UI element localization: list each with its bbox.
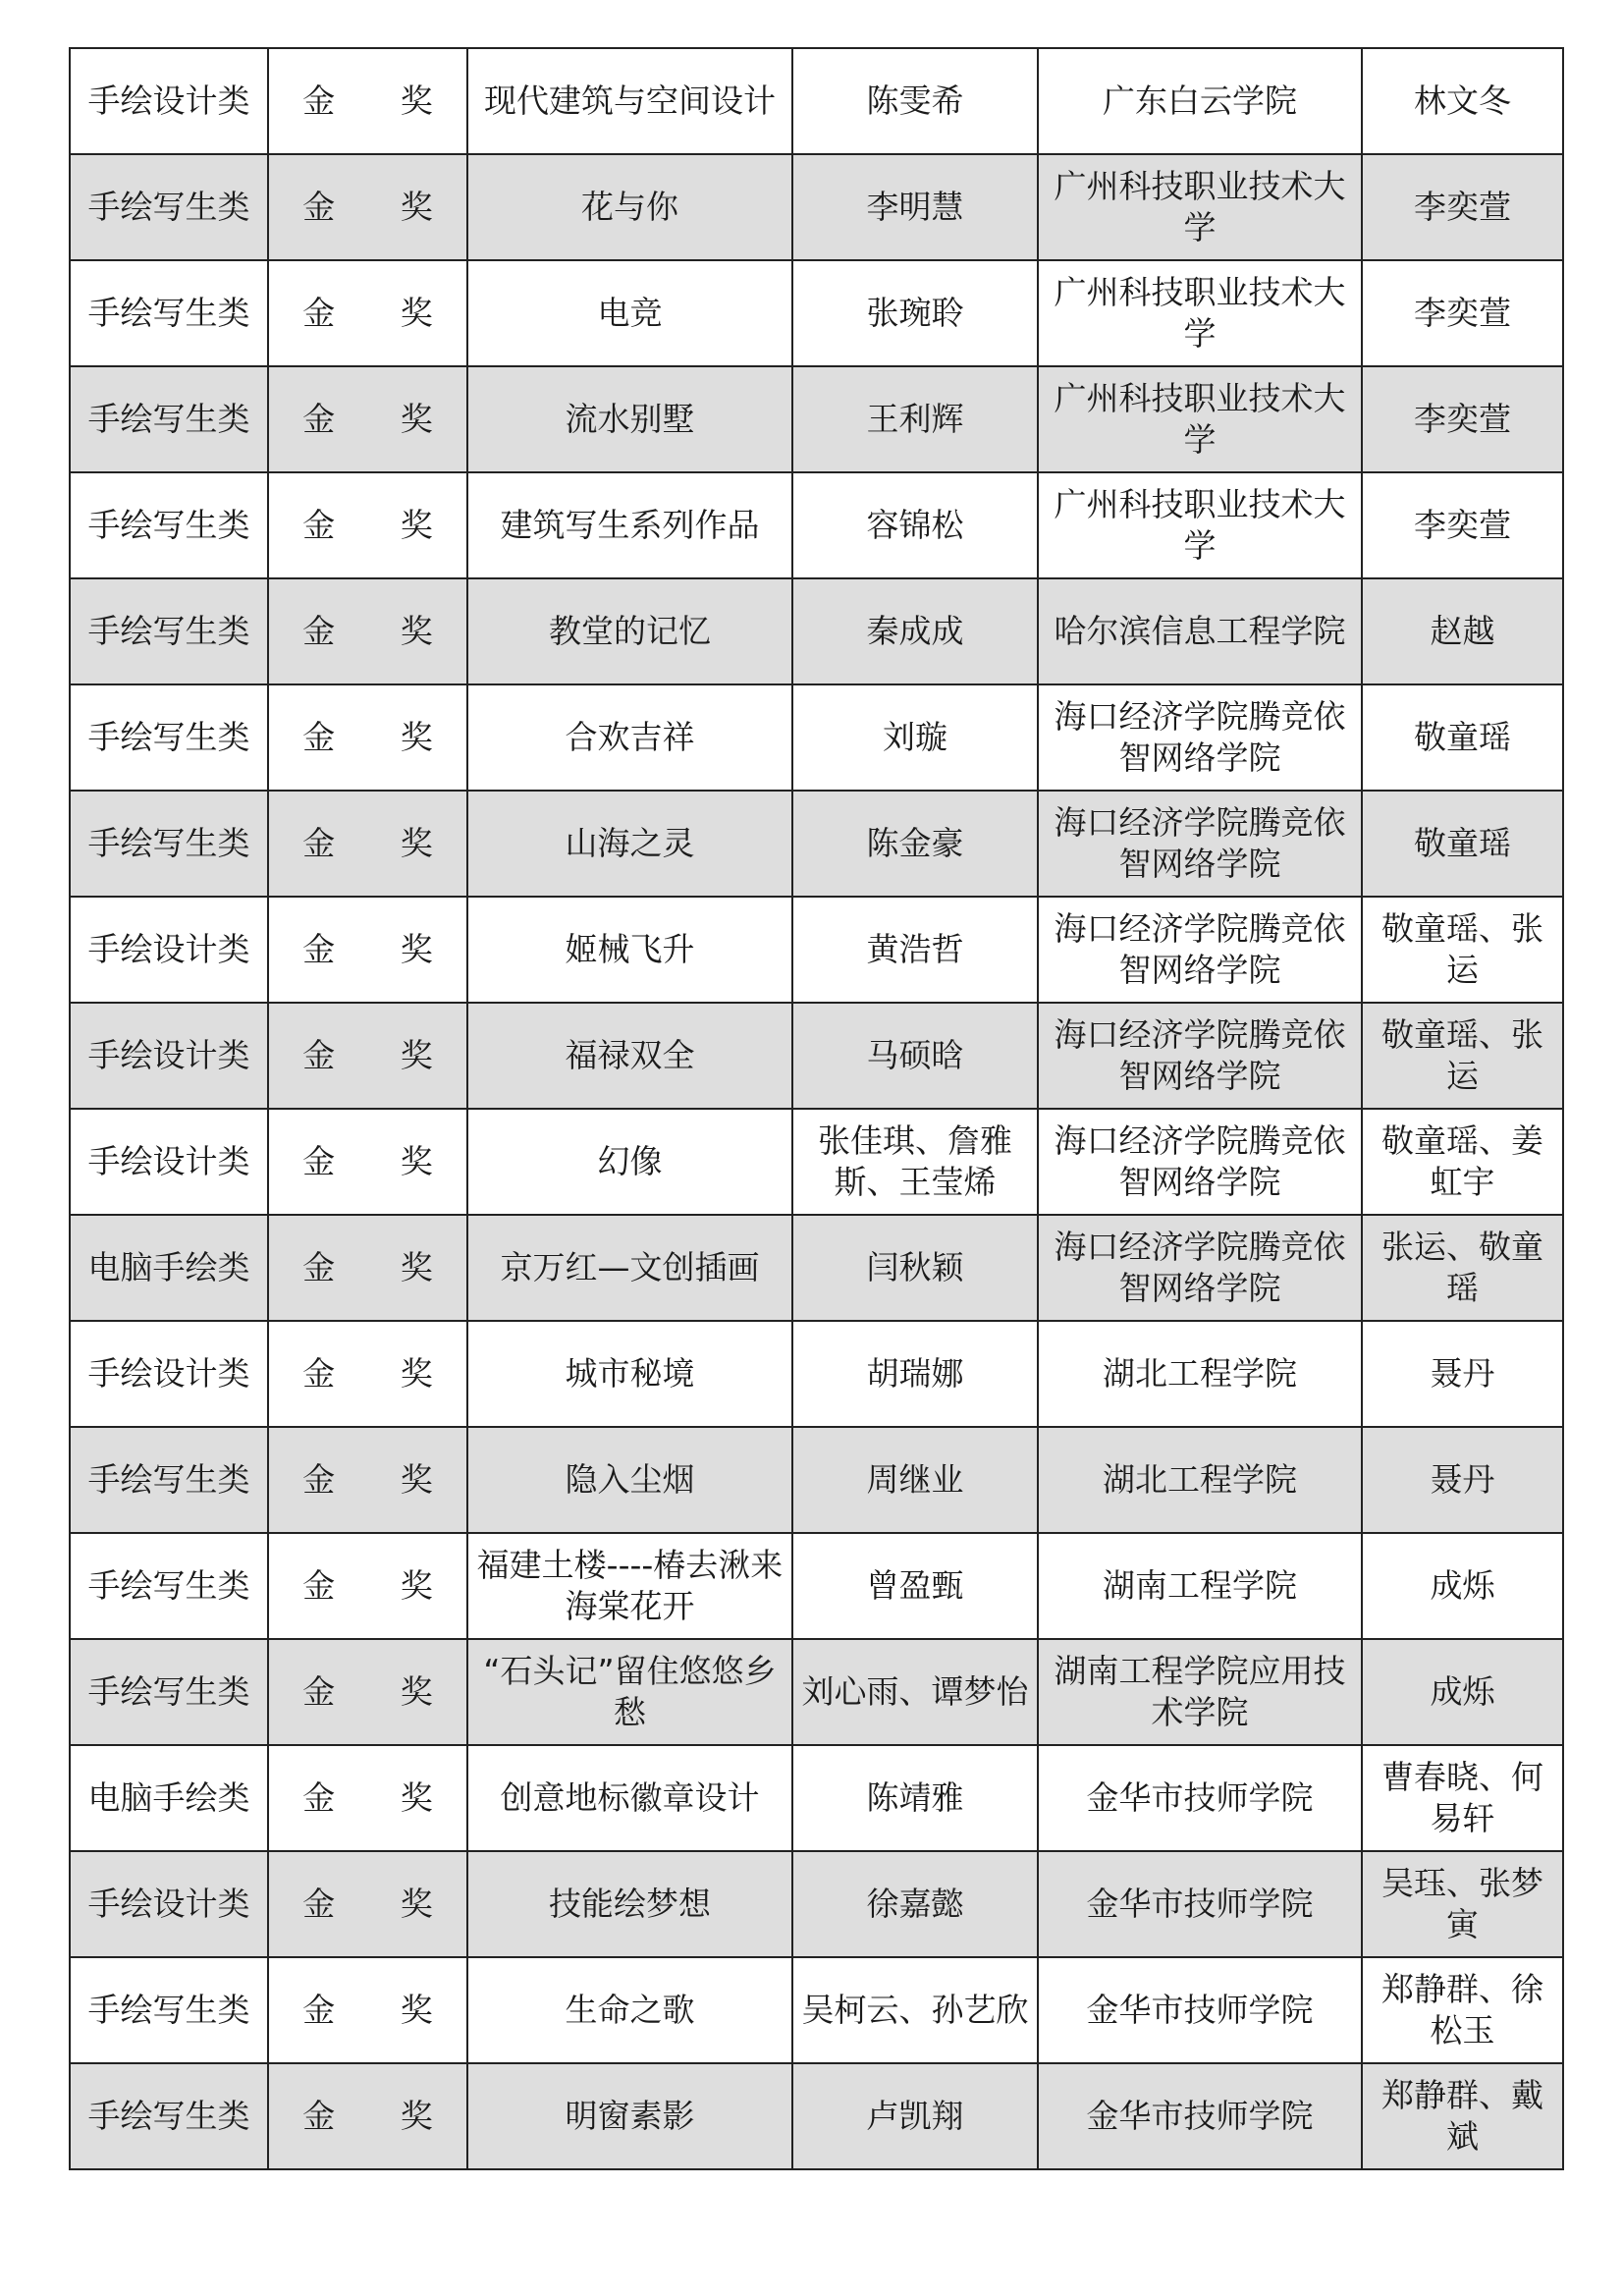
work-title-cell: 现代建筑与空间设计 [467,48,792,154]
category-cell: 手绘设计类 [70,1851,268,1957]
award-cell: 金 奖 [268,897,467,1003]
category-cell: 手绘设计类 [70,1003,268,1109]
table-row [70,684,1563,791]
award-cell: 金 奖 [268,1321,467,1427]
category-cell: 手绘写生类 [70,2063,268,2169]
award-cell: 金 奖 [268,1745,467,1851]
award-cell: 金 奖 [268,1957,467,2063]
work-title-cell: 京万红—文创插画 [467,1215,792,1321]
author-cell: 张佳琪、詹雅斯、王莹烯 [792,1109,1038,1215]
awards-table [69,47,1564,2170]
school-cell: 广州科技职业技术大学 [1038,472,1362,578]
teacher-cell: 聂丹 [1362,1427,1563,1533]
award-cell: 金 奖 [268,2063,467,2169]
category-cell: 手绘写生类 [70,154,268,260]
category-cell: 手绘写生类 [70,472,268,578]
teacher-cell: 李奕萱 [1362,260,1563,366]
award-cell: 金 奖 [268,472,467,578]
award-cell: 金 奖 [268,366,467,472]
author-cell: 胡瑞娜 [792,1321,1038,1427]
author-cell: 周继业 [792,1427,1038,1533]
work-title-cell: 合欢吉祥 [467,684,792,791]
work-title-cell: 花与你 [467,154,792,260]
teacher-cell: 成烁 [1362,1639,1563,1745]
teacher-cell: 郑静群、徐松玉 [1362,1957,1563,2063]
category-cell: 手绘设计类 [70,48,268,154]
school-cell: 广东白云学院 [1038,48,1362,154]
category-cell: 手绘写生类 [70,684,268,791]
awards-table-body [70,48,1563,2169]
school-cell: 海口经济学院腾竞依智网络学院 [1038,1109,1362,1215]
school-cell: 湖南工程学院应用技术学院 [1038,1639,1362,1745]
category-cell: 手绘写生类 [70,1957,268,2063]
author-cell: 闫秋颖 [792,1215,1038,1321]
award-cell: 金 奖 [268,684,467,791]
work-title-cell: 建筑写生系列作品 [467,472,792,578]
school-cell: 海口经济学院腾竞依智网络学院 [1038,684,1362,791]
school-cell: 湖北工程学院 [1038,1321,1362,1427]
author-cell: 陈金豪 [792,791,1038,897]
work-title-cell: 隐入尘烟 [467,1427,792,1533]
table-row [70,2063,1563,2169]
category-cell: 手绘设计类 [70,1321,268,1427]
author-cell: 吴柯云、孙艺欣 [792,1957,1038,2063]
school-cell: 湖北工程学院 [1038,1427,1362,1533]
table-row [70,1003,1563,1109]
work-title-cell: 技能绘梦想 [467,1851,792,1957]
work-title-cell: 电竞 [467,260,792,366]
work-title-cell: “石头记”留住悠悠乡愁 [467,1639,792,1745]
teacher-cell: 敬童瑶 [1362,684,1563,791]
school-cell: 广州科技职业技术大学 [1038,366,1362,472]
school-cell: 广州科技职业技术大学 [1038,154,1362,260]
award-cell: 金 奖 [268,1533,467,1639]
award-cell: 金 奖 [268,154,467,260]
work-title-cell: 教堂的记忆 [467,578,792,684]
table-row [70,1957,1563,2063]
teacher-cell: 吴珏、张梦寅 [1362,1851,1563,1957]
table-row [70,1427,1563,1533]
category-cell: 手绘设计类 [70,897,268,1003]
teacher-cell: 李奕萱 [1362,366,1563,472]
table-row [70,1215,1563,1321]
table-row [70,48,1563,154]
school-cell: 金华市技师学院 [1038,1745,1362,1851]
teacher-cell: 李奕萱 [1362,472,1563,578]
category-cell: 电脑手绘类 [70,1745,268,1851]
table-row [70,1321,1563,1427]
work-title-cell: 山海之灵 [467,791,792,897]
table-row [70,897,1563,1003]
table-row [70,260,1563,366]
author-cell: 马硕晗 [792,1003,1038,1109]
school-cell: 海口经济学院腾竞依智网络学院 [1038,1215,1362,1321]
teacher-cell: 张运、敬童瑶 [1362,1215,1563,1321]
table-row [70,1109,1563,1215]
work-title-cell: 创意地标徽章设计 [467,1745,792,1851]
author-cell: 王利辉 [792,366,1038,472]
teacher-cell: 郑静群、戴斌 [1362,2063,1563,2169]
category-cell: 手绘写生类 [70,1427,268,1533]
teacher-cell: 林文冬 [1362,48,1563,154]
teacher-cell: 敬童瑶、张运 [1362,1003,1563,1109]
work-title-cell: 城市秘境 [467,1321,792,1427]
work-title-cell: 姬械飞升 [467,897,792,1003]
table-row [70,154,1563,260]
category-cell: 手绘写生类 [70,260,268,366]
award-cell: 金 奖 [268,48,467,154]
school-cell: 金华市技师学院 [1038,2063,1362,2169]
author-cell: 张琬聆 [792,260,1038,366]
table-row [70,1745,1563,1851]
award-cell: 金 奖 [268,1109,467,1215]
author-cell: 黄浩哲 [792,897,1038,1003]
award-cell: 金 奖 [268,791,467,897]
author-cell: 卢凯翔 [792,2063,1038,2169]
author-cell: 曾盈甄 [792,1533,1038,1639]
school-cell: 哈尔滨信息工程学院 [1038,578,1362,684]
school-cell: 金华市技师学院 [1038,1957,1362,2063]
category-cell: 手绘写生类 [70,1533,268,1639]
category-cell: 手绘写生类 [70,578,268,684]
award-cell: 金 奖 [268,1215,467,1321]
work-title-cell: 福禄双全 [467,1003,792,1109]
category-cell: 手绘设计类 [70,1109,268,1215]
table-row [70,472,1563,578]
author-cell: 李明慧 [792,154,1038,260]
award-cell: 金 奖 [268,578,467,684]
work-title-cell: 幻像 [467,1109,792,1215]
teacher-cell: 李奕萱 [1362,154,1563,260]
teacher-cell: 敬童瑶、姜虹宇 [1362,1109,1563,1215]
category-cell: 手绘写生类 [70,366,268,472]
school-cell: 海口经济学院腾竞依智网络学院 [1038,1003,1362,1109]
category-cell: 电脑手绘类 [70,1215,268,1321]
table-row [70,578,1563,684]
work-title-cell: 明窗素影 [467,2063,792,2169]
table-row [70,791,1563,897]
school-cell: 湖南工程学院 [1038,1533,1362,1639]
author-cell: 徐嘉懿 [792,1851,1038,1957]
award-cell: 金 奖 [268,1639,467,1745]
table-row [70,1639,1563,1745]
teacher-cell: 敬童瑶、张运 [1362,897,1563,1003]
school-cell: 广州科技职业技术大学 [1038,260,1362,366]
category-cell: 手绘写生类 [70,791,268,897]
award-cell: 金 奖 [268,1003,467,1109]
teacher-cell: 成烁 [1362,1533,1563,1639]
author-cell: 刘心雨、谭梦怡 [792,1639,1038,1745]
teacher-cell: 敬童瑶 [1362,791,1563,897]
work-title-cell: 生命之歌 [467,1957,792,2063]
school-cell: 海口经济学院腾竞依智网络学院 [1038,791,1362,897]
table-row [70,1851,1563,1957]
author-cell: 陈雯希 [792,48,1038,154]
school-cell: 海口经济学院腾竞依智网络学院 [1038,897,1362,1003]
author-cell: 秦成成 [792,578,1038,684]
category-cell: 手绘写生类 [70,1639,268,1745]
work-title-cell: 福建土楼----椿去湫来海棠花开 [467,1533,792,1639]
school-cell: 金华市技师学院 [1038,1851,1362,1957]
teacher-cell: 曹春晓、何易轩 [1362,1745,1563,1851]
award-cell: 金 奖 [268,1851,467,1957]
author-cell: 陈靖雅 [792,1745,1038,1851]
teacher-cell: 赵越 [1362,578,1563,684]
table-row [70,366,1563,472]
award-cell: 金 奖 [268,260,467,366]
award-cell: 金 奖 [268,1427,467,1533]
table-row [70,1533,1563,1639]
author-cell: 容锦松 [792,472,1038,578]
work-title-cell: 流水别墅 [467,366,792,472]
author-cell: 刘璇 [792,684,1038,791]
teacher-cell: 聂丹 [1362,1321,1563,1427]
